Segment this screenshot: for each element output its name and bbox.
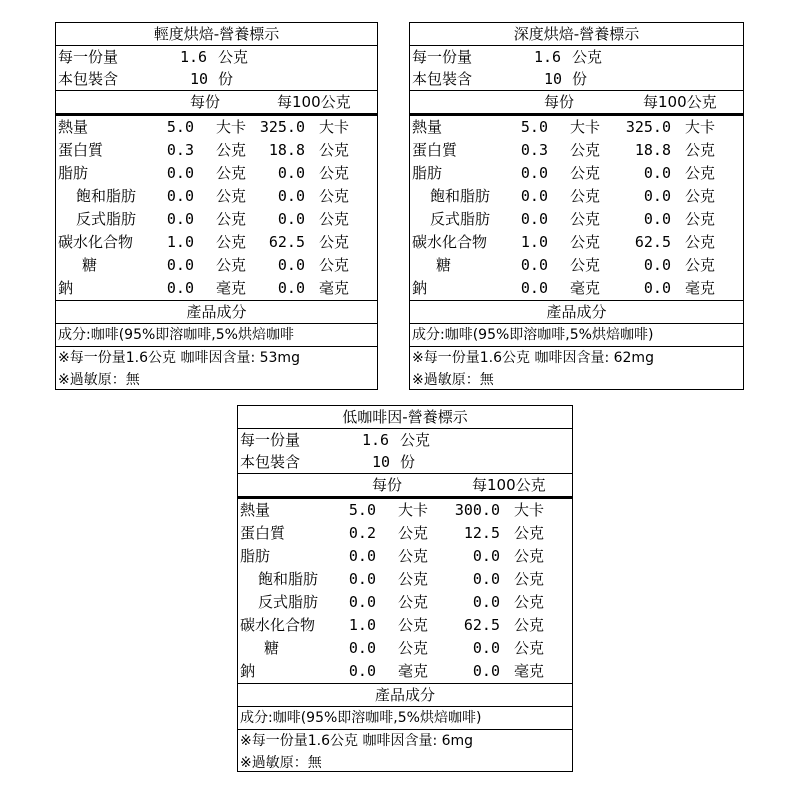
nutrient-unit-per-serving: 毫克	[398, 662, 429, 680]
nutrient-name: 熱量	[412, 118, 443, 136]
servings-per-pack-label: 本包裝含	[240, 453, 301, 471]
nutrient-value-per-100g: 0.0	[643, 256, 671, 274]
nutrient-value-per-100g: 0.0	[472, 662, 500, 680]
nutrient-unit-per-100g: 公克	[685, 141, 716, 159]
nutrient-unit-per-serving: 大卡	[570, 118, 601, 136]
serving-size-unit: 公克	[218, 48, 249, 66]
nutrient-name: 飽和脂肪	[258, 570, 319, 588]
nutrient-unit-per-100g: 公克	[319, 187, 350, 205]
servings-per-pack-row	[56, 68, 377, 90]
allergen-note: ※過敏原：無	[240, 755, 322, 771]
nutrient-value-per-serving: 0.2	[348, 524, 376, 542]
nutrient-name: 反式脂肪	[430, 210, 491, 228]
nutrient-value-per-100g: 12.5	[463, 524, 500, 542]
nutrient-value-per-100g: 0.0	[643, 164, 671, 182]
nutrient-unit-per-100g: 大卡	[319, 118, 350, 136]
nutrient-value-per-serving: 0.0	[348, 570, 376, 588]
nutrient-name: 碳水化合物	[58, 233, 134, 251]
nutrient-unit-per-serving: 公克	[570, 187, 601, 205]
servings-per-pack-value: 10	[190, 70, 209, 88]
nutrient-unit-per-100g: 公克	[319, 210, 350, 228]
nutrient-row	[238, 522, 572, 545]
nutrient-value-per-100g: 62.5	[268, 233, 305, 251]
nutrient-value-per-100g: 0.0	[643, 187, 671, 205]
nutrient-value-per-serving: 0.0	[520, 187, 548, 205]
nutrient-value-per-serving: 0.0	[520, 210, 548, 228]
allergen-note: ※過敏原：無	[412, 372, 494, 388]
nutrient-row	[410, 231, 743, 254]
nutrition-label-decaf	[237, 405, 573, 772]
nutrient-unit-per-serving: 公克	[570, 164, 601, 182]
nutrient-value-per-serving: 0.0	[520, 256, 548, 274]
nutrient-value-per-100g: 18.8	[268, 141, 305, 159]
nutrient-unit-per-serving: 公克	[570, 256, 601, 274]
nutrient-value-per-serving: 0.0	[166, 256, 194, 274]
nutrient-row	[56, 116, 377, 139]
serving-size-value: 1.6	[362, 431, 390, 449]
nutrient-value-per-100g: 18.8	[634, 141, 671, 159]
nutrition-label-dark-roast	[409, 22, 744, 390]
col-per-100g: 每100公克	[277, 93, 351, 111]
caffeine-note: ※每一份量1.6公克 咖啡因含量: 53mg	[58, 350, 300, 366]
nutrient-row	[56, 208, 377, 231]
nutrient-unit-per-100g: 公克	[514, 524, 545, 542]
ingredients-text: 成分:咖啡(95%即溶咖啡,5%烘焙咖啡)	[238, 707, 572, 730]
serving-size-row	[56, 46, 377, 68]
nutrient-unit-per-100g: 公克	[319, 164, 350, 182]
col-per-100g: 每100公克	[472, 476, 546, 494]
serving-size-value: 1.6	[180, 48, 208, 66]
serving-size-row	[410, 46, 743, 68]
nutrient-value-per-serving: 5.0	[348, 501, 376, 519]
nutrient-name: 糖	[82, 256, 98, 274]
nutrient-unit-per-serving: 公克	[398, 547, 429, 565]
ingredients-title: 產品成分	[238, 683, 572, 707]
column-header-row	[238, 473, 572, 499]
nutrient-name: 糖	[436, 256, 452, 274]
nutrient-row	[238, 568, 572, 591]
nutrient-name: 熱量	[240, 501, 271, 519]
nutrient-name: 蛋白質	[412, 141, 458, 159]
nutrient-unit-per-100g: 毫克	[319, 279, 350, 297]
nutrition-label-light-roast	[55, 22, 378, 390]
nutrient-row	[56, 231, 377, 254]
nutrient-row	[238, 499, 572, 522]
nutrient-row	[238, 637, 572, 660]
nutrient-unit-per-serving: 公克	[216, 164, 247, 182]
ingredients-text: 成分:咖啡(95%即溶咖啡,5%烘焙咖啡)	[410, 324, 743, 347]
nutrient-unit-per-100g: 公克	[685, 233, 716, 251]
nutrient-value-per-100g: 0.0	[277, 210, 305, 228]
nutrient-unit-per-serving: 公克	[398, 639, 429, 657]
ingredients-title: 產品成分	[56, 300, 377, 324]
nutrient-row	[238, 614, 572, 637]
nutrient-value-per-100g: 0.0	[277, 279, 305, 297]
nutrient-unit-per-serving: 大卡	[216, 118, 247, 136]
nutrient-value-per-serving: 0.0	[348, 662, 376, 680]
nutrient-unit-per-serving: 公克	[570, 233, 601, 251]
serving-size-label: 每一份量	[240, 431, 301, 449]
servings-per-pack-label: 本包裝含	[412, 70, 473, 88]
nutrient-unit-per-serving: 公克	[398, 524, 429, 542]
nutrient-row	[238, 660, 572, 683]
nutrient-unit-per-100g: 公克	[319, 256, 350, 274]
nutrient-name: 脂肪	[412, 164, 443, 182]
servings-per-pack-unit: 份	[572, 70, 588, 88]
nutrient-row	[410, 116, 743, 139]
nutrient-row	[410, 208, 743, 231]
serving-size-unit: 公克	[400, 431, 431, 449]
nutrient-value-per-serving: 5.0	[520, 118, 548, 136]
label-title: 輕度烘焙-營養標示	[56, 23, 377, 46]
serving-size-label: 每一份量	[58, 48, 119, 66]
nutrient-row	[238, 591, 572, 614]
nutrient-value-per-serving: 0.3	[166, 141, 194, 159]
nutrient-row	[410, 162, 743, 185]
col-per-serving: 每份	[190, 93, 221, 111]
nutrient-value-per-100g: 0.0	[472, 639, 500, 657]
nutrient-unit-per-serving: 公克	[216, 187, 247, 205]
servings-per-pack-label: 本包裝含	[58, 70, 119, 88]
label-title: 低咖啡因-營養標示	[238, 406, 572, 429]
nutrient-unit-per-100g: 大卡	[685, 118, 716, 136]
nutrient-name: 鈉	[240, 662, 256, 680]
nutrient-unit-per-serving: 公克	[570, 141, 601, 159]
caffeine-note: ※每一份量1.6公克 咖啡因含量: 6mg	[240, 733, 474, 749]
nutrient-value-per-serving: 0.0	[348, 593, 376, 611]
nutrient-unit-per-serving: 公克	[216, 141, 247, 159]
nutrient-value-per-100g: 0.0	[277, 187, 305, 205]
nutrient-row	[56, 185, 377, 208]
column-header-row	[410, 90, 743, 116]
nutrient-value-per-serving: 0.0	[520, 279, 548, 297]
nutrient-unit-per-100g: 公克	[514, 547, 545, 565]
nutrient-row	[56, 162, 377, 185]
nutrient-unit-per-serving: 公克	[216, 256, 247, 274]
nutrient-row	[410, 254, 743, 277]
nutrient-name: 蛋白質	[58, 141, 104, 159]
ingredients-text: 成分:咖啡(95%即溶咖啡,5%烘焙咖啡	[56, 324, 377, 347]
nutrient-value-per-100g: 300.0	[454, 501, 500, 519]
nutrient-value-per-100g: 0.0	[277, 164, 305, 182]
nutrient-unit-per-100g: 毫克	[685, 279, 716, 297]
nutrient-name: 反式脂肪	[76, 210, 137, 228]
nutrient-value-per-serving: 1.0	[348, 616, 376, 634]
nutrient-unit-per-100g: 公克	[685, 164, 716, 182]
nutrient-name: 脂肪	[58, 164, 89, 182]
serving-size-value: 1.6	[534, 48, 562, 66]
nutrient-name: 碳水化合物	[240, 616, 316, 634]
col-per-100g: 每100公克	[643, 93, 717, 111]
nutrient-unit-per-100g: 公克	[685, 187, 716, 205]
nutrient-unit-per-100g: 公克	[514, 639, 545, 657]
nutrient-unit-per-100g: 公克	[514, 570, 545, 588]
nutrient-unit-per-serving: 毫克	[570, 279, 601, 297]
nutrient-value-per-100g: 0.0	[472, 547, 500, 565]
nutrient-unit-per-serving: 大卡	[398, 501, 429, 519]
nutrient-value-per-100g: 0.0	[643, 279, 671, 297]
nutrient-value-per-serving: 1.0	[166, 233, 194, 251]
nutrient-row	[410, 139, 743, 162]
serving-size-row	[238, 429, 572, 451]
column-header-row	[56, 90, 377, 116]
nutrient-name: 碳水化合物	[412, 233, 488, 251]
nutrient-value-per-100g: 62.5	[463, 616, 500, 634]
nutrient-row	[410, 277, 743, 300]
servings-per-pack-unit: 份	[218, 70, 234, 88]
nutrient-unit-per-serving: 公克	[570, 210, 601, 228]
nutrient-value-per-serving: 0.0	[166, 187, 194, 205]
servings-per-pack-value: 10	[372, 453, 391, 471]
nutrient-unit-per-100g: 公克	[319, 141, 350, 159]
nutrient-unit-per-100g: 公克	[685, 256, 716, 274]
nutrient-row	[56, 139, 377, 162]
nutrient-value-per-100g: 325.0	[259, 118, 305, 136]
nutrient-unit-per-100g: 毫克	[514, 662, 545, 680]
nutrient-value-per-serving: 0.0	[166, 279, 194, 297]
nutrient-unit-per-serving: 公克	[398, 570, 429, 588]
caffeine-note: ※每一份量1.6公克 咖啡因含量: 62mg	[412, 350, 654, 366]
allergen-note: ※過敏原：無	[58, 372, 140, 388]
nutrient-value-per-100g: 62.5	[634, 233, 671, 251]
nutrient-unit-per-serving: 公克	[216, 233, 247, 251]
nutrient-row	[238, 545, 572, 568]
nutrient-row	[56, 254, 377, 277]
servings-per-pack-value: 10	[544, 70, 563, 88]
nutrient-value-per-serving: 0.0	[166, 210, 194, 228]
nutrient-value-per-100g: 325.0	[625, 118, 671, 136]
nutrient-unit-per-100g: 公克	[514, 593, 545, 611]
servings-per-pack-unit: 份	[400, 453, 416, 471]
nutrient-unit-per-100g: 公克	[514, 616, 545, 634]
nutrient-name: 糖	[264, 639, 280, 657]
nutrient-unit-per-serving: 公克	[216, 210, 247, 228]
nutrient-value-per-serving: 0.0	[166, 164, 194, 182]
nutrient-value-per-100g: 0.0	[277, 256, 305, 274]
nutrient-unit-per-serving: 毫克	[216, 279, 247, 297]
nutrient-value-per-100g: 0.0	[643, 210, 671, 228]
nutrient-name: 熱量	[58, 118, 89, 136]
nutrient-value-per-100g: 0.0	[472, 570, 500, 588]
nutrient-name: 鈉	[58, 279, 74, 297]
col-per-serving: 每份	[372, 476, 403, 494]
servings-per-pack-row	[410, 68, 743, 90]
nutrient-name: 飽和脂肪	[430, 187, 491, 205]
nutrient-name: 脂肪	[240, 547, 271, 565]
nutrient-value-per-serving: 0.0	[520, 164, 548, 182]
nutrient-value-per-serving: 5.0	[166, 118, 194, 136]
nutrient-unit-per-100g: 公克	[319, 233, 350, 251]
nutrient-name: 飽和脂肪	[76, 187, 137, 205]
nutrient-unit-per-serving: 公克	[398, 616, 429, 634]
ingredients-title: 產品成分	[410, 300, 743, 324]
serving-size-unit: 公克	[572, 48, 603, 66]
nutrient-unit-per-100g: 公克	[685, 210, 716, 228]
label-title: 深度烘焙-營養標示	[410, 23, 743, 46]
serving-size-label: 每一份量	[412, 48, 473, 66]
nutrient-unit-per-100g: 大卡	[514, 501, 545, 519]
nutrient-name: 蛋白質	[240, 524, 286, 542]
nutrient-unit-per-serving: 公克	[398, 593, 429, 611]
nutrient-value-per-serving: 1.0	[520, 233, 548, 251]
nutrient-row	[56, 277, 377, 300]
nutrient-value-per-serving: 0.0	[348, 639, 376, 657]
nutrient-name: 反式脂肪	[258, 593, 319, 611]
col-per-serving: 每份	[544, 93, 575, 111]
nutrient-value-per-serving: 0.3	[520, 141, 548, 159]
nutrient-name: 鈉	[412, 279, 428, 297]
nutrient-value-per-100g: 0.0	[472, 593, 500, 611]
nutrient-row	[410, 185, 743, 208]
servings-per-pack-row	[238, 451, 572, 473]
nutrient-value-per-serving: 0.0	[348, 547, 376, 565]
